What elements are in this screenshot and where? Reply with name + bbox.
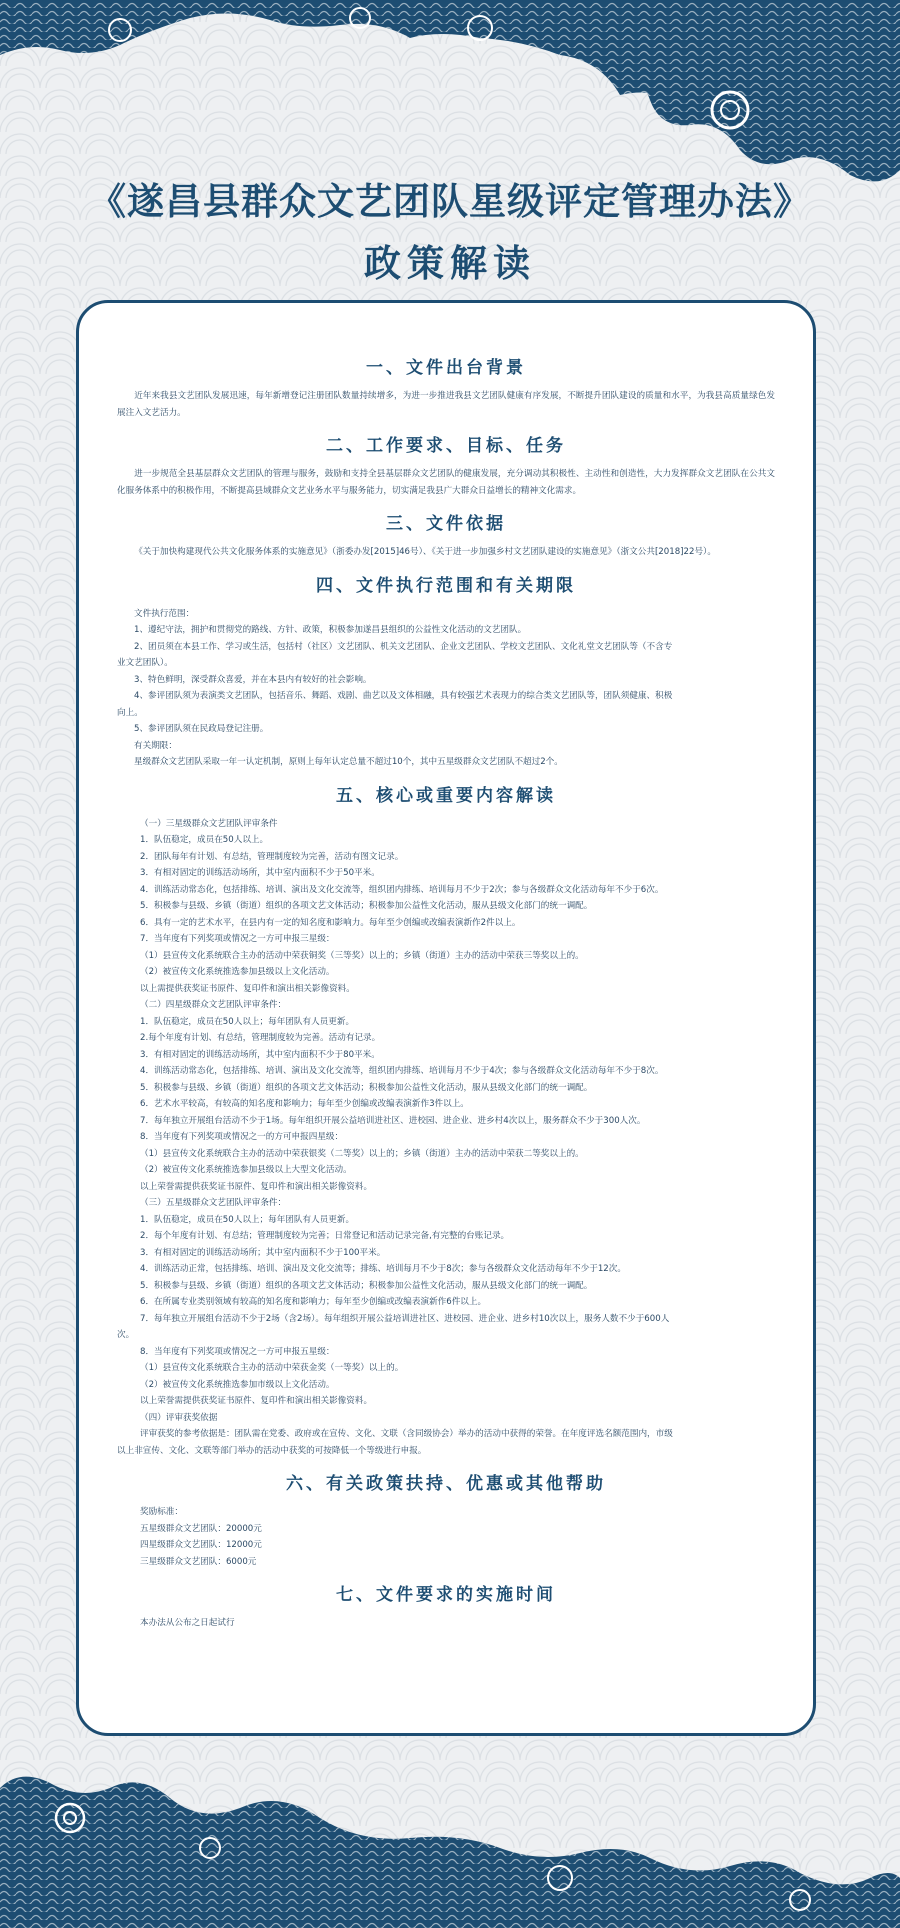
section-4-line: 2、团员须在本县工作、学习或生活，包括村（社区）文艺团队、机关文艺团队、企业文艺团队、学校文艺团队、文化礼堂文艺团队等（不含专 — [134, 641, 673, 652]
section-2-text: 进一步规范全县基层群众文艺团队的管理与服务，鼓励和支持全县基层群众文艺团队的健康发展，充分调动其积极性、主动性和创造性，大力发挥群众文艺团队在公共文化服务体系中的积极作用，不断提高县域群众文艺业务水平与服务能力，切实满足我县广大群众日益增长的精神文化需求。 — [117, 469, 775, 496]
section-5-line: 6．艺术水平较高，有较高的知名度和影响力；每年至少创编或改编表演新作3件以上。 — [140, 1099, 469, 1109]
section-5-line: 5．积极参与县级、乡镇（街道）组织的各项文艺文体活动；积极参加公益性文化活动，服从县级文化部门的统一调配。 — [140, 901, 593, 911]
section-5-line: 4．训练活动常态化，包括排练、培训、演出及文化交流等，组织团内排练、培训每月不少于4次；参与各级群众文化活动每年不少于8次。 — [140, 1066, 664, 1076]
section-5-line: （1）县宣传文化系统联合主办的活动中荣获金奖（一等奖）以上的。 — [140, 1363, 404, 1373]
section-5-line: 以上荣誉需提供获奖证书原件、复印件和演出相关影像资料。 — [140, 1181, 373, 1192]
section-5-line: （2）被宣传文化系统推选参加县级以上文化活动。 — [140, 967, 335, 977]
section-6-line: 奖励标准： — [140, 1507, 183, 1517]
section-5-line: （二）四星级群众文艺团队评审条件： — [140, 1000, 287, 1010]
section-4-line: 4、参评团队须为表演类文艺团队，包括音乐、舞蹈、戏剧、曲艺以及文体相融，具有较强艺术表现力的综合类文艺团队等，团队须健康、积极 — [134, 691, 673, 701]
section-5-line: 5．积极参与县级、乡镇（街道）组织的各项文艺文体活动；积极参加公益性文化活动，服从县级文化部门的统一调配。 — [140, 1280, 593, 1291]
section-6-list — [117, 1504, 775, 1570]
section-7-list — [117, 1615, 775, 1632]
section-5-line: （2）被宣传文化系统推选参加市级以上文化活动。 — [140, 1379, 335, 1390]
section-3-title: 三、文件依据 — [386, 514, 506, 534]
section-5-line: 7．每年独立开展组台活动不少于1场。每年组织开展公益培训进社区、进校园、进企业、进乡村4次以上，服务群众不少于300人次。 — [140, 1115, 646, 1126]
section-5-line: （一）三星级群众文艺团队评审条件 — [140, 818, 278, 829]
section-5-line: 2.每个年度有计划、有总结，管理制度较为完善。活动有记录。 — [140, 1033, 381, 1043]
section-5-line: 以上非宣传、文化、文联等部门举办的活动中获奖的可按降低一个等级进行申报。 — [117, 1445, 427, 1456]
section-5-line: （三）五星级群众文艺团队评审条件： — [140, 1198, 287, 1208]
section-5-list — [117, 816, 775, 1460]
content-card — [76, 300, 816, 1736]
section-5-line: （2）被宣传文化系统推选参加县级以上大型文化活动。 — [140, 1165, 352, 1175]
section-4-line: 有关期限： — [134, 740, 177, 751]
section-5-line: 2．团队每年有计划、有总结，管理制度较为完善，活动有图文记录。 — [140, 851, 404, 862]
section-4-title: 四、文件执行范围和有关期限 — [316, 575, 576, 596]
section-5-line: 评审获奖的参考依据是：团队需在党委、政府或在宣传、文化、文联（含同级协会）举办的活动中获得的荣誉。在年度评选名额范围内，市级 — [140, 1429, 673, 1439]
section-5-title: 五、核心或重要内容解读 — [336, 785, 556, 806]
section-5-line: 6．具有一定的艺术水平，在县内有一定的知名度和影响力。每年至少创编或改编表演新作2件以上。 — [140, 917, 521, 928]
section-5-line: 2．每个年度有计划、有总结；管理制度较为完善；日常登记和活动记录完备,有完整的台账记录。 — [140, 1231, 510, 1241]
section-4-line: 1、遵纪守法，拥护和贯彻党的路线、方针、政策，积极参加遂昌县组织的公益性文化活动的文艺团队。 — [134, 625, 527, 635]
section-1-text: 近年来我县文艺团队发展迅速，每年新增登记注册团队数量持续增多，为进一步推进我县文艺团队健康有序发展，不断提升团队建设的质量和水平，为我县高质量绿色发展注入文艺活力。 — [117, 391, 775, 418]
section-5-line: 以上荣誉需提供获奖证书原件、复印件和演出相关影像资料。 — [140, 1396, 373, 1406]
section-2-title: 二、工作要求、目标、任务 — [326, 436, 566, 456]
section-5-line: （1）县宣传文化系统联合主办的活动中荣获银奖（二等奖）以上的；乡镇（街道）主办的活动中荣获二等奖以上的。 — [140, 1148, 584, 1159]
section-4-list — [117, 606, 775, 771]
section-1-title: 一、文件出台背景 — [366, 358, 526, 378]
section-5-line: （四）评审获奖依据 — [140, 1412, 218, 1423]
section-5-line: 8．当年度有下列奖项或情况之一方可申报五星级： — [140, 1346, 335, 1357]
section-5-line: 1．队伍稳定，成员在50人以上。 — [140, 835, 269, 845]
section-4-line: 业文艺团队）。 — [117, 658, 173, 668]
page-subtitle: 政策解读 — [364, 241, 536, 285]
section-6-line: 四星级群众文艺团队：12000元 — [140, 1540, 262, 1550]
section-6-line: 五星级群众文艺团队：20000元 — [140, 1523, 262, 1534]
page-title: 《遂昌县群众文艺团队星级评定管理办法》 — [89, 179, 811, 223]
section-7-title: 七、文件要求的实施时间 — [336, 1585, 556, 1605]
section-5-line: 3．有相对固定的训练活动场所，其中室内面积不少于80平米。 — [140, 1049, 380, 1060]
section-5-line: 7．每年独立开展组台活动不少于2场（含2场）。每年组织开展公益培训进社区、进校园、进企业、进乡村10次以上，服务人数不少于600人 — [140, 1313, 670, 1324]
section-7-text: 本办法从公布之日起试行 — [140, 1618, 235, 1628]
section-5-line: 1．队伍稳定，成员在50人以上；每年团队有人员更新。 — [140, 1214, 355, 1225]
section-6-title: 六、有关政策扶持、优惠或其他帮助 — [286, 1474, 606, 1494]
section-5-line: 8．当年度有下列奖项或情况之一的方可申报四星级： — [140, 1132, 344, 1142]
section-5-line: 6．在所属专业类别领域有较高的知名度和影响力；每年至少创编或改编表演新作6件以上。 — [140, 1297, 487, 1307]
section-5-line: 7．当年度有下列奖项或情况之一方可申报三星级： — [140, 934, 335, 944]
section-5-line: 3．有相对固定的训练活动场所，其中室内面积不少于50平米。 — [140, 868, 380, 878]
section-5-line: 3．有相对固定的训练活动场所；其中室内面积不少于100平米。 — [140, 1247, 386, 1258]
section-5-line: 以上需提供获奖证书原件、复印件和演出相关影像资料。 — [140, 983, 355, 994]
section-4-line: 5、参评团队须在民政局登记注册。 — [134, 724, 269, 734]
section-5-line: 4．训练活动正常，包括排练、培训、演出及文化交流等；排练、培训每月不少于8次；参与各级群众文化活动每年不少于12次。 — [140, 1264, 626, 1274]
section-4-line: 文件执行范围： — [134, 608, 195, 619]
section-5-line: 次。 — [117, 1330, 135, 1340]
section-4-line: 星级群众文艺团队采取一年一认定机制，原则上每年认定总量不超过10个，其中五星级群众文艺团队不超过2个。 — [134, 757, 563, 767]
section-5-line: 4．训练活动常态化，包括排练、培训、演出及文化交流等，组织团内排练、培训每月不少于2次；参与各级群众文化活动每年不少于6次。 — [140, 884, 664, 895]
section-6-line: 三星级群众文艺团队：6000元 — [140, 1556, 257, 1567]
section-5-line: （1）县宣传文化系统联合主办的活动中荣获铜奖（三等奖）以上的；乡镇（街道）主办的活动中荣获三等奖以上的。 — [140, 950, 584, 961]
section-4-line: 向上。 — [117, 707, 143, 718]
section-4-line: 3、特色鲜明，深受群众喜爱，并在本县内有较好的社会影响。 — [134, 674, 372, 685]
section-5-line: 1．队伍稳定，成员在50人以上；每年团队有人员更新。 — [140, 1016, 355, 1027]
section-5-line: 5．积极参与县级、乡镇（街道）组织的各项文艺文体活动；积极参加公益性文化活动，服从县级文化部门的统一调配。 — [140, 1082, 593, 1093]
section-3-text: 《关于加快构建现代公共文化服务体系的实施意见》（浙委办发[2015]46号）、《关于进一步加强乡村文艺团队建设的实施意见》（浙文公共[2018]22号）。 — [134, 547, 716, 557]
wave-decoration-bottom — [0, 1728, 900, 1928]
